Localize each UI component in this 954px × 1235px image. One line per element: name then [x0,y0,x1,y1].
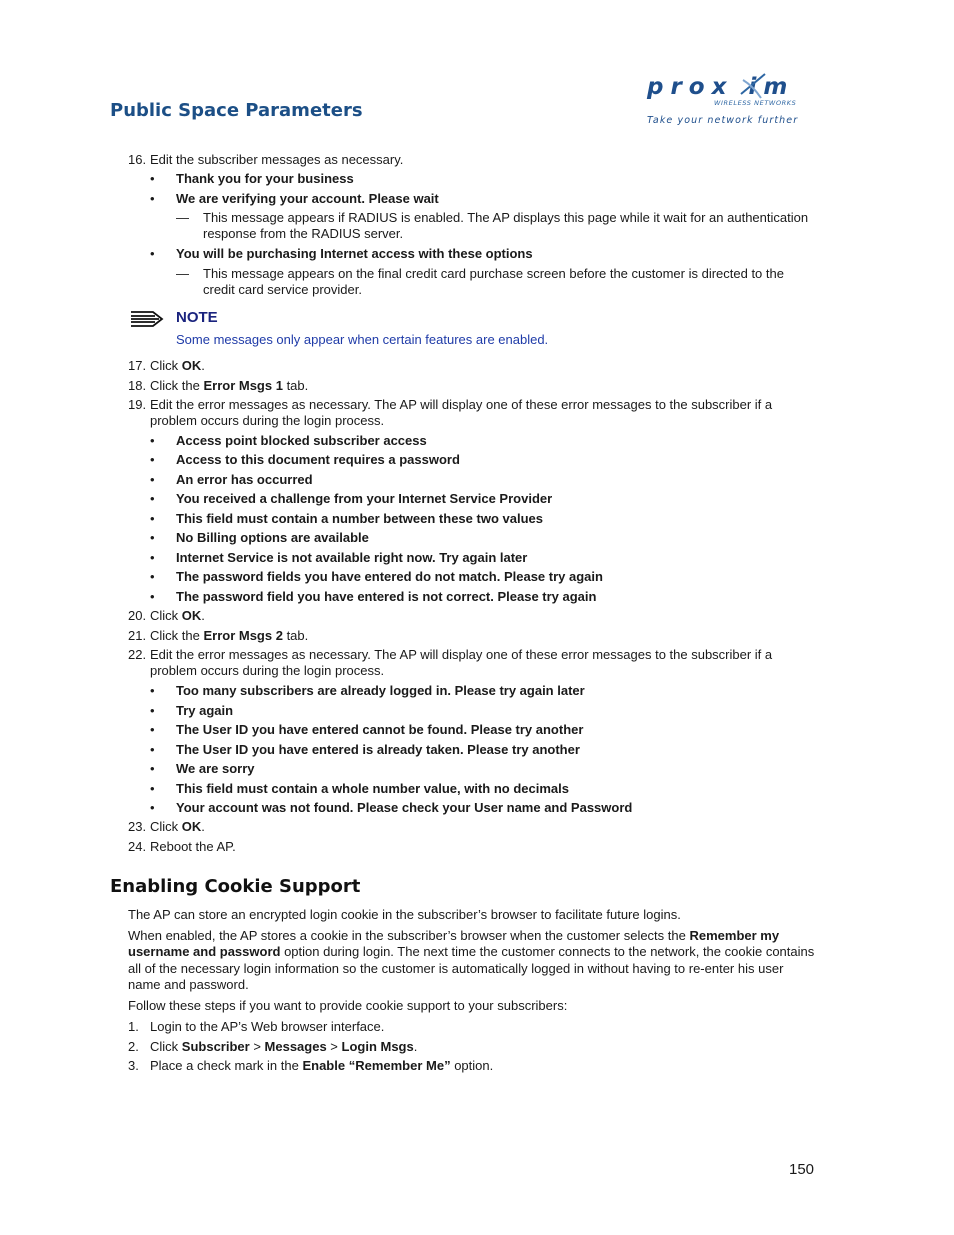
cookie-step-1 [128,1019,818,1035]
step-text: Reboot the AP. [150,839,236,854]
error-msg-item [150,569,810,585]
section-title: Enabling Cookie Support [110,876,361,897]
path-separator: > [326,1039,342,1054]
step-text: Edit the subscriber messages as necessary. [150,152,404,167]
logo-tagline: Take your network further [647,115,799,126]
bullet-icon: • [150,569,155,584]
message-name: Too many subscribers are already logged in. Please try again later [176,683,585,698]
note-label: NOTE [176,309,218,326]
ok-label: OK [181,608,202,623]
bullet-item [150,191,810,207]
message-name: This field must contain a number between these two values [176,511,543,526]
step-text: Click the [150,628,204,643]
bullet-icon: • [150,452,155,467]
proxim-logo [645,72,805,130]
error-msg-item [150,452,810,468]
step-number: 17. [128,358,147,373]
message-name: No Billing options are available [176,530,369,545]
cookie-intro: The AP can store an encrypted login cookie in the subscriber’s browser to facilitate future logins. [128,907,681,922]
dash-icon: — [176,210,189,225]
step-text: Place a check mark in the [150,1058,303,1073]
note-text: Some messages only appear when certain features are enabled. [176,332,549,347]
bullet-icon: • [150,433,155,448]
dash-icon: — [176,266,189,281]
step-number: 24. [128,839,147,854]
message-name: Internet Service is not available right now. Try again later [176,550,528,565]
page-title: Public Space Parameters [110,100,363,121]
menu-path-item: Messages [264,1039,327,1054]
step-text: Click [150,1039,182,1054]
paragraph-text: When enabled, the AP stores a cookie in the subscriber’s browser when the customer selects the [128,928,690,943]
message-name: You will be purchasing Internet access with these options [176,246,533,261]
message-name: We are sorry [176,761,255,776]
step-23 [128,819,818,835]
step-text: Login to the AP’s Web browser interface. [150,1019,385,1034]
message-name: We are verifying your account. Please wait [176,191,439,206]
bullet-icon: • [150,781,155,796]
message-name: An error has occurred [176,472,313,487]
tab-name: Error Msgs 1 [203,378,283,393]
step-18 [128,378,818,394]
bullet-icon: • [150,530,155,545]
error-msg-item [150,781,810,797]
message-name: Your account was not found. Please check your User name and Password [176,800,633,815]
message-name: You received a challenge from your Internet Service Provider [176,491,553,506]
message-name: Try again [176,703,234,718]
note-pencil-icon [130,310,164,328]
bullet-icon: • [150,191,155,206]
error-msg-item [150,722,810,738]
step-20 [128,608,818,624]
message-name: Access point blocked subscriber access [176,433,427,448]
step-text: Click [150,608,182,623]
step-text: . [201,358,205,373]
step-number: 22. [128,647,147,662]
option-name: Remember my username and password [128,928,780,960]
step-number: 23. [128,819,147,834]
step-text: . [201,819,205,834]
message-name: The password field you have entered is not correct. Please try again [176,589,597,604]
path-separator: > [249,1039,265,1054]
menu-path-item: Login Msgs [341,1039,414,1054]
ok-label: OK [181,358,202,373]
step-number: 1. [128,1019,139,1034]
step-19 [128,397,818,429]
cookie-steps-intro: Follow these steps if you want to provide cookie support to your subscribers: [128,998,568,1013]
step-number: 18. [128,378,147,393]
error-msg-item [150,530,810,546]
error-msg-item [150,742,810,758]
error-msg-item [150,550,810,566]
bullet-icon: • [150,246,155,261]
step-text: Click [150,819,182,834]
step-21 [128,628,818,644]
message-name: The password fields you have entered do not match. Please try again [176,569,603,584]
bullet-icon: • [150,761,155,776]
error-msg-item [150,472,810,488]
step-text: Edit the error messages as necessary. The AP will display one of these error messages to the subscriber if a problem occurs during the login process. [150,397,773,428]
step-17 [128,358,818,374]
menu-path-item: Subscriber [181,1039,250,1054]
step-text: Edit the error messages as necessary. The AP will display one of these error messages to the subscriber if a problem occurs during the login process. [150,647,773,678]
step-24 [128,839,818,855]
bullet-icon: • [150,171,155,186]
bullet-item [150,246,810,262]
step-number: 20. [128,608,147,623]
error-msg-item [150,683,810,699]
cookie-step-3 [128,1058,818,1074]
paragraph-text: option during login. The next time the customer connects to the network, the cookie contains all of the necessary login information so the customer is automatically logged in without having to re-enter his user name and password. [128,944,815,992]
step-number: 21. [128,628,147,643]
error-msg-item [150,703,810,719]
error-msg-item [150,589,810,605]
bullet-icon: • [150,472,155,487]
step-text: tab. [282,378,309,393]
error-msg-item [150,800,810,816]
message-name: The User ID you have entered is already taken. Please try another [176,742,580,757]
bullet-icon: • [150,703,155,718]
cookie-step-2 [128,1039,818,1055]
step-text: tab. [282,628,309,643]
dash-item [176,210,818,242]
step-text: . [413,1039,418,1054]
bullet-icon: • [150,589,155,604]
tab-name: Error Msgs 2 [203,628,283,643]
message-name: Thank you for your business [176,171,354,186]
step-number: 16. [128,152,147,167]
dash-text: This message appears if RADIUS is enabled. The AP displays this page while it wait for an authentication response from the RADIUS server. [203,210,809,241]
bullet-icon: • [150,800,155,815]
dash-text: This message appears on the final credit card purchase screen before the customer is directed to the credit card service provider. [203,266,784,297]
message-name: This field must contain a whole number value, with no decimals [176,781,569,796]
message-name: The User ID you have entered cannot be found. Please try another [176,722,584,737]
bullet-item [150,171,810,187]
step-text: option. [450,1058,494,1073]
logo-subtitle: WIRELESS NETWORKS [714,99,797,107]
bullet-icon: • [150,722,155,737]
cookie-paragraph [128,928,818,993]
step-16 [128,152,818,168]
error-msg-item [150,491,810,507]
error-msg-item [150,511,810,527]
step-text: . [201,608,205,623]
error-msg-item [150,761,810,777]
step-number: 2. [128,1039,139,1054]
bullet-icon: • [150,511,155,526]
bullet-icon: • [150,550,155,565]
bullet-icon: • [150,491,155,506]
dash-item [176,266,818,298]
error-msg-item [150,433,810,449]
step-text: Click [150,358,182,373]
step-text: Click the [150,378,204,393]
step-number: 19. [128,397,147,412]
bullet-icon: • [150,742,155,757]
step-number: 3. [128,1058,139,1073]
message-name: Access to this document requires a password [176,452,460,467]
step-22 [128,647,818,679]
ok-label: OK [181,819,202,834]
option-name: Enable “Remember Me” [302,1058,451,1073]
logo-wordmark: prox im [647,74,795,100]
page-number: 150 [789,1161,815,1178]
logo-swoosh-icon [735,72,775,102]
bullet-icon: • [150,683,155,698]
